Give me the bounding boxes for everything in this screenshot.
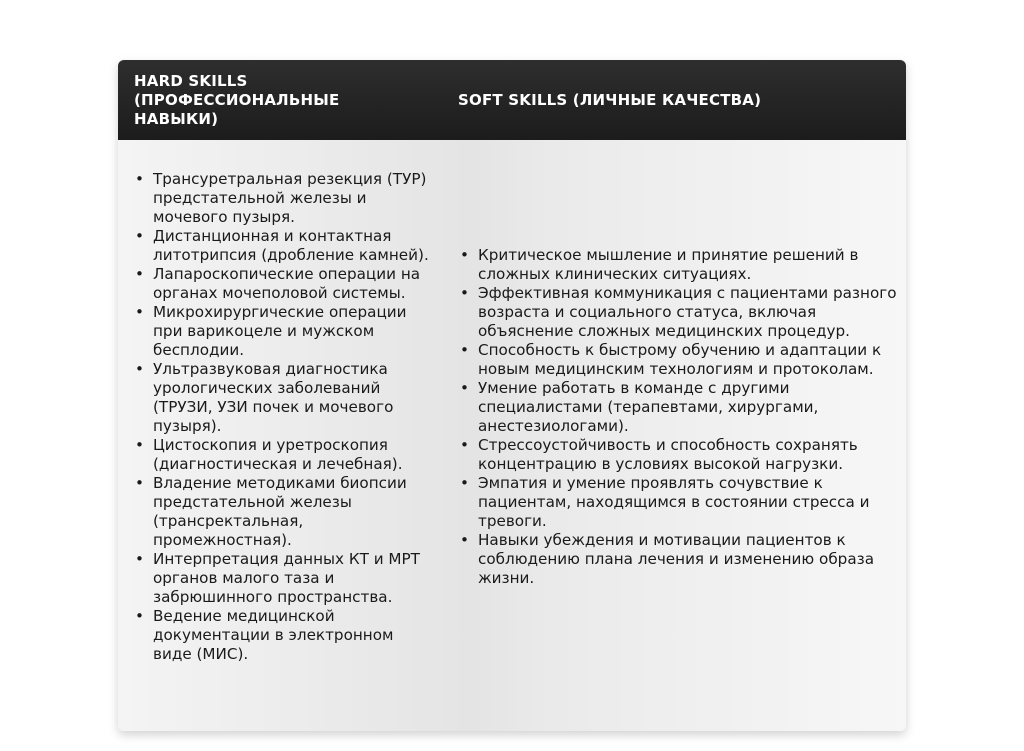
list-item: • Эффективная коммуникация с пациентами разного возраста и социального статуса, включая объяснение сложных медицинских процедур. <box>459 284 899 341</box>
list-item: • Дистанционная и контактная литотрипсия (дробление камней). <box>134 227 434 265</box>
list-item: • Ультразвуковая диагностика урологических заболеваний (ТРУЗИ, УЗИ почек и мочевого пузыря). <box>134 360 434 436</box>
hard-skills-list <box>134 170 434 664</box>
hard-skills-header: HARD SKILLS (ПРОФЕССИОНАЛЬНЫЕ НАВЫКИ) <box>134 72 340 128</box>
list-item: • Критическое мышление и принятие решений в сложных клинических ситуациях. <box>459 246 899 284</box>
soft-skills-list <box>459 246 899 588</box>
table-header <box>118 60 906 140</box>
list-item: • Ведение медицинской документации в электронном виде (МИС). <box>134 607 434 664</box>
list-item: • Лапароскопические операции на органах мочеполовой системы. <box>134 265 434 303</box>
list-item: • Интерпретация данных КТ и МРТ органов малого таза и забрюшинного пространства. <box>134 550 434 607</box>
list-item: • Микрохирургические операции при варикоцеле и мужском бесплодии. <box>134 303 434 360</box>
list-item: • Эмпатия и умение проявлять сочувствие к пациентам, находящимся в состоянии стресса и тревоги. <box>459 474 899 531</box>
list-item: • Трансуретральная резекция (ТУР) предстательной железы и мочевого пузыря. <box>134 170 434 227</box>
skills-table <box>118 60 906 731</box>
list-item: • Цистоскопия и уретроскопия (диагностическая и лечебная). <box>134 436 434 474</box>
list-item: • Стрессоустойчивость и способность сохранять концентрацию в условиях высокой нагрузки. <box>459 436 899 474</box>
list-item: • Навыки убеждения и мотивации пациентов к соблюдению плана лечения и изменению образа жизни. <box>459 531 899 588</box>
soft-skills-header: SOFT SKILLS (ЛИЧНЫЕ КАЧЕСТВА) <box>458 91 762 109</box>
list-item: • Владение методиками биопсии предстательной железы (трансректальная, промежностная). <box>134 474 434 550</box>
list-item: • Умение работать в команде с другими специалистами (терапевтами, хирургами, анестезиологами). <box>459 379 899 436</box>
list-item: • Способность к быстрому обучению и адаптации к новым медицинским технологиям и протоколам. <box>459 341 899 379</box>
